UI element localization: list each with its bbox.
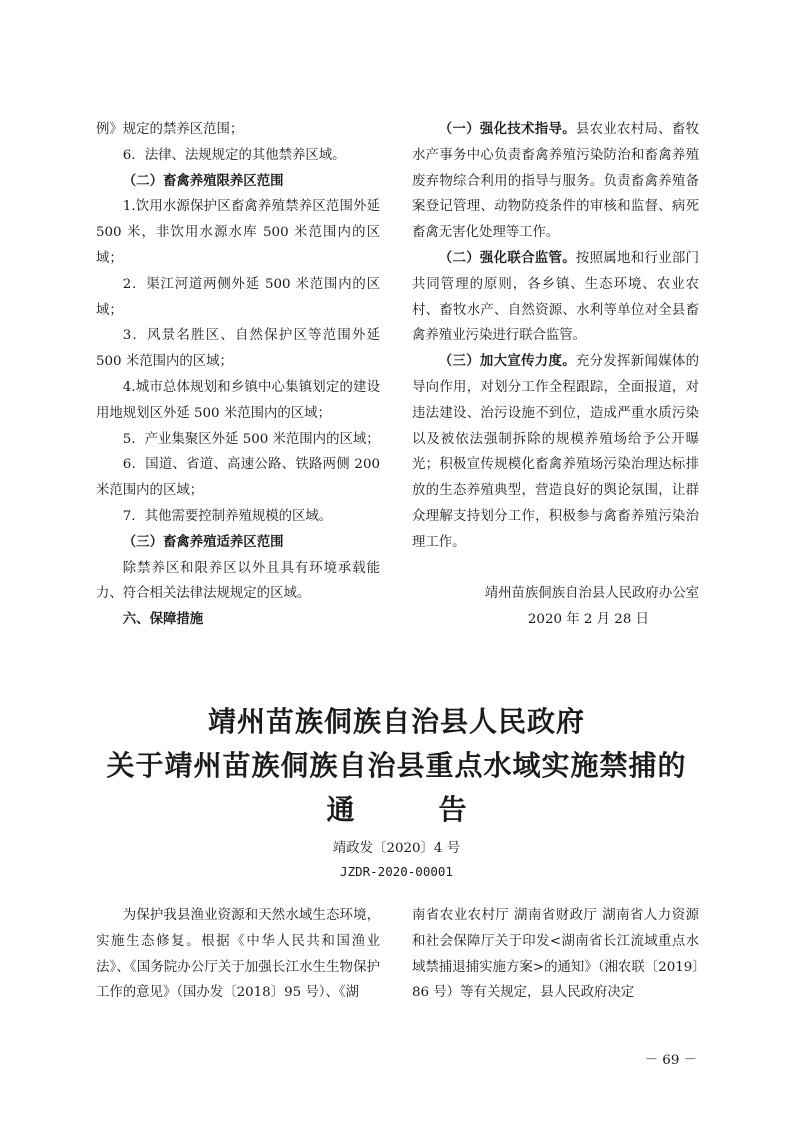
paragraph: 7．其他需要控制养殖规模的区域。	[122, 508, 333, 524]
paragraph-lead: （二）强化联合监管。	[438, 249, 576, 266]
upper-left-column	[96, 117, 380, 633]
paragraph: 除禁养区和限养区以外且具有环境承载能力、符合相关法律法规规定的区域。	[96, 560, 380, 602]
paragraph: 4.城市总体规划和乡镇中心集镇划定的建设用地规划区外延 500 米范围内的区域；	[96, 379, 380, 421]
upper-right-column	[412, 117, 699, 633]
paragraph: 1.饮用水源保护区畜禽养殖禁养区范围外延 500 米，非饮用水源水库 500 米范围内的区域；	[96, 199, 380, 266]
document-number: 靖政发〔2020〕4 号	[332, 841, 461, 856]
paragraph: 6．国道、省道、高速公路、铁路两侧 200米范围内的区域；	[96, 457, 380, 499]
section-heading: （三）畜禽养殖适养区范围	[122, 533, 284, 550]
paragraph	[412, 349, 699, 555]
paragraph	[412, 117, 699, 246]
signature-issuer: 靖州苗族侗族自治县人民政府办公室	[484, 586, 699, 602]
body-right-column	[412, 903, 699, 1006]
paragraph-text: 县农业农村局、畜牧水产事务中心负责畜禽养殖污染防治和畜禽养殖废弃物综合利用的指导与服务。负责畜禽养殖备案登记管理、动物防疫条件的审核和监督、病死畜禽无害化处理等工作。	[412, 122, 700, 241]
paragraph: 例》规定的禁养区范围；	[96, 122, 244, 137]
notice-title-char-a: 通	[326, 793, 355, 826]
paragraph-lead: （三）加大宣传力度。	[438, 353, 576, 370]
paragraph: 为保护我县渔业资源和天然水域生态环境，实施生态修复。根据《中华人民共和国渔业法》、《国务院办公厅关于加强长江水生生物保护工作的意见》（国办发〔2018〕95 号）、《湖	[96, 908, 380, 1001]
paragraph: 南省农业农村厅 湖南省财政厅 湖南省人力资源和社会保障厅关于印发<湖南省长江流域重点水域禁捕退捕实施方案>的通知》（湘农联〔2019〕86 号）等有关规定，县人民政府决定	[412, 908, 699, 1001]
notice-title-line-3	[60, 788, 733, 832]
page-number: － 69 －	[644, 1053, 697, 1068]
notice-header	[60, 700, 733, 879]
signature-date: 2020 年 2 月 28 日	[527, 612, 649, 628]
paragraph-text: 按照属地和行业部门共同管理的原则，各乡镇、生态环境、农业农村、畜牧水产、自然资源、水利等单位对全县畜禽养殖业污染进行联合监管。	[412, 250, 700, 344]
section-heading: 六、保障措施	[122, 611, 204, 628]
body-left-column	[96, 903, 380, 1006]
section-heading: （二）畜禽养殖限养区范围	[122, 172, 284, 189]
paragraph: 5．产业集聚区外延 500 米范围内的区域；	[122, 431, 380, 447]
notice-title-line-1: 靖州苗族侗族自治县人民政府	[207, 705, 585, 738]
paragraph: 6．法律、法规规定的其他禁养区域。	[122, 147, 346, 163]
notice-title-char-b: 告	[438, 793, 467, 826]
paragraph: 3．风景名胜区、自然保护区等范围外延500 米范围内的区域；	[96, 328, 380, 370]
notice-title-line-2: 关于靖州苗族侗族自治县重点水域实施禁捕的	[106, 749, 687, 782]
paragraph-text: 充分发挥新闻媒体的导向作用，对划分工作全程跟踪，全面报道，对违法建设、治污设施不到位，造成严重水质污染以及被依法强制拆除的规模养殖场给予公开曝光；积极宣传规模化畜禽养殖场污染治理达标排放的生态养殖典型，营造良好的舆论氛围，让群众理解支持划分工作，积极参与禽畜养殖污染治理工作。	[412, 354, 700, 550]
spacer	[412, 556, 699, 582]
paragraph-lead: （一）强化技术指导。	[438, 121, 576, 137]
document-code: JZDR-2020-00001	[340, 864, 453, 879]
paragraph: 2．渠江河道两侧外延 500 米范围内的区域；	[96, 276, 380, 318]
paragraph	[412, 246, 699, 349]
